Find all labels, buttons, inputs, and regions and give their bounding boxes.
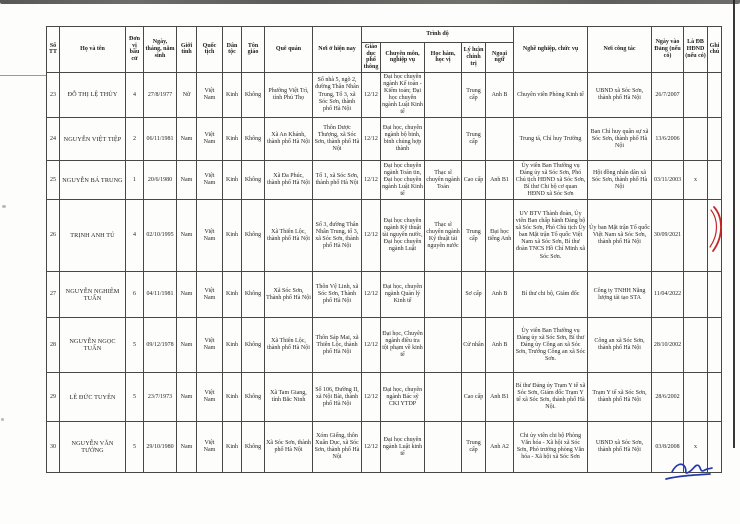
cell-chuyen-mon: Đại học chuyên ngành Luật kinh tế bbox=[381, 422, 425, 473]
cell-don-vi: 4 bbox=[126, 200, 144, 272]
cell-ton-giao: Không bbox=[242, 272, 265, 318]
cell-ngay-sinh: 09/12/1978 bbox=[144, 318, 177, 373]
cell-stt: 28 bbox=[47, 318, 60, 373]
header-cell-gdpt: Giáo dục phổ thông bbox=[362, 43, 381, 73]
cell-ly-luan: Sơ cấp bbox=[462, 272, 486, 318]
cell-gdpt: 12/12 bbox=[362, 318, 381, 373]
cell-gdpt: 12/12 bbox=[362, 373, 381, 422]
header-cell-ngoai-ngu: Ngoại ngữ bbox=[486, 43, 514, 73]
cell-ho-ten: NGUYỄN VIỆT TIỆP bbox=[60, 118, 126, 161]
cell-la-db bbox=[684, 318, 708, 373]
table-row bbox=[47, 200, 722, 272]
table-row bbox=[47, 161, 722, 200]
cell-ngoai-ngu bbox=[486, 118, 514, 161]
cell-nghe-nghiep: Chuyên viên Phòng Kinh tế bbox=[514, 72, 588, 117]
header-cell-nghe-nghiep: Nghề nghiệp, chức vụ bbox=[514, 27, 588, 73]
cell-ho-ten: NGUYỄN NGỌC TUẤN bbox=[60, 318, 126, 373]
cell-gdpt: 12/12 bbox=[362, 272, 381, 318]
cell-que-quan: Xã Sóc Sơn, Thành phố Hà Nội bbox=[265, 272, 313, 318]
cell-noi-cong-tac: Ủy ban Mặt trận Tổ quốc Việt Nam xã Sóc Sơn, thành phố Hà Nội bbox=[588, 200, 652, 272]
cell-ton-giao: Không bbox=[242, 318, 265, 373]
cell-noi-cong-tac: Công ty TNHH Năng lượng tái tạo STA bbox=[588, 272, 652, 318]
cell-nghe-nghiep: Bí thư Đảng ủy Trạm Y tế xã Sóc Sơn, Giám đốc Trạm Y tế xã Sóc Sơn, thành phố Hà Nội. bbox=[514, 373, 588, 422]
cell-que-quan: Xã Thiên Lộc, thành phố Hà Nội bbox=[265, 200, 313, 272]
cell-nghe-nghiep: Chi ủy viên chi bộ Phòng Văn hóa - Xã hội xã Sóc Sơn, Phó trưởng phòng Văn hóa - Xã hội xã Sóc Sơn bbox=[514, 422, 588, 473]
cell-gioi-tinh: Nam bbox=[177, 272, 197, 318]
cell-hoc-ham bbox=[425, 118, 462, 161]
header-cell-la-db: Là ĐB HĐND (nếu có) bbox=[684, 27, 708, 73]
cell-ngay-vao-dang: 03/11/2003 bbox=[652, 161, 684, 200]
cell-ton-giao: Không bbox=[242, 118, 265, 161]
cell-ngay-vao-dang: 30/09/2021 bbox=[652, 200, 684, 272]
handwritten-initials bbox=[658, 458, 716, 490]
cell-ngay-sinh: 04/11/1981 bbox=[144, 272, 177, 318]
header-cell-que-quan: Quê quán bbox=[265, 27, 313, 73]
cell-chuyen-mon: Đại học, chuyên ngành bộ binh, binh chủng hợp thành bbox=[381, 118, 425, 161]
cell-gdpt: 12/12 bbox=[362, 118, 381, 161]
scan-edge-right bbox=[733, 0, 735, 448]
cell-ghi-chu bbox=[708, 72, 722, 117]
cell-gioi-tinh: Nam bbox=[177, 161, 197, 200]
table-row bbox=[47, 373, 722, 422]
cell-noi-o: Thôn Dược Thượng, xã Sóc Sơn, thành phố Hà Nội bbox=[313, 118, 362, 161]
cell-gdpt: 12/12 bbox=[362, 200, 381, 272]
cell-la-db: x bbox=[684, 161, 708, 200]
cell-ton-giao: Không bbox=[242, 72, 265, 117]
cell-dan-toc: Kinh bbox=[223, 318, 242, 373]
cell-ngoai-ngu: Đại học tiếng Anh bbox=[486, 200, 514, 272]
cell-noi-o: Số 3, đường Thân Nhân Trung, tổ 3, xã Sóc Sơn, thành phố Hà Nội bbox=[313, 200, 362, 272]
cell-que-quan: Phường Việt Trì, tỉnh Phú Thọ bbox=[265, 72, 313, 117]
cell-chuyen-mon: Đại học, chuyên ngành Bác sỹ CKI YTDP bbox=[381, 373, 425, 422]
cell-que-quan: Xã Sóc Sơn, thành phố Hà Nội bbox=[265, 422, 313, 473]
cell-noi-o: Thôn Sáp Mai, xã Thiên Lộc, thành phố Hà Nội bbox=[313, 318, 362, 373]
cell-ngay-vao-dang: 11/04/2022 bbox=[652, 272, 684, 318]
cell-ghi-chu bbox=[708, 161, 722, 200]
cell-chuyen-mon: Đại học chuyên ngành Kế toán - Kiểm toán; Đại học chuyên ngành Luật Kinh tế bbox=[381, 72, 425, 117]
header-cell-noi-cong-tac: Nơi công tác bbox=[588, 27, 652, 73]
header-cell-ngay-vao-dang: Ngày vào Đảng (nếu có) bbox=[652, 27, 684, 73]
cell-ho-ten: NGUYỄN BÁ TRUNG bbox=[60, 161, 126, 200]
header-cell-dan-toc: Dân tộc bbox=[223, 27, 242, 73]
cell-noi-cong-tac: Hội đồng nhân dân xã Sóc Sơn, thành phố Hà Nội bbox=[588, 161, 652, 200]
header-cell-ho-ten: Họ và tên bbox=[60, 27, 126, 73]
cell-nghe-nghiep: Bí thư chi bộ, Giám đốc bbox=[514, 272, 588, 318]
cell-ngoai-ngu: Anh A2 bbox=[486, 422, 514, 473]
cell-hoc-ham bbox=[425, 422, 462, 473]
cell-la-db bbox=[684, 200, 708, 272]
cell-gioi-tinh: Nam bbox=[177, 200, 197, 272]
table-row bbox=[47, 72, 722, 117]
cell-ly-luan: Trung cấp bbox=[462, 118, 486, 161]
cell-ly-luan: Trung cấp bbox=[462, 422, 486, 473]
cell-noi-o: Xóm Giếng, thôn Xuân Dục, xã Sóc Sơn, thành phố Hà Nội bbox=[313, 422, 362, 473]
cell-don-vi: 6 bbox=[126, 272, 144, 318]
cell-hoc-ham: Thạc sĩ chuyên ngành Kỹ thuật tài nguyên nước bbox=[425, 200, 462, 272]
cell-ly-luan: Cao cấp bbox=[462, 373, 486, 422]
cell-la-db bbox=[684, 373, 708, 422]
table-row bbox=[47, 272, 722, 318]
cell-stt: 27 bbox=[47, 272, 60, 318]
cell-quoc-tich: Việt Nam bbox=[197, 318, 223, 373]
cell-ngay-sinh: 02/10/1995 bbox=[144, 200, 177, 272]
cell-la-db bbox=[684, 272, 708, 318]
cell-ly-luan: Cao cấp bbox=[462, 161, 486, 200]
cell-ghi-chu bbox=[708, 373, 722, 422]
cell-noi-o: Số 106, Đường II, xã Nội Bài, thành phố Hà Nội bbox=[313, 373, 362, 422]
cell-quoc-tich: Việt Nam bbox=[197, 118, 223, 161]
cell-quoc-tich: Việt Nam bbox=[197, 373, 223, 422]
cell-ngay-sinh: 29/10/1980 bbox=[144, 422, 177, 473]
cell-la-db bbox=[684, 72, 708, 117]
cell-ton-giao: Không bbox=[242, 200, 265, 272]
cell-hoc-ham bbox=[425, 72, 462, 117]
cell-quoc-tich: Việt Nam bbox=[197, 200, 223, 272]
cell-ly-luan: Trung cấp bbox=[462, 200, 486, 272]
cell-don-vi: 5 bbox=[126, 373, 144, 422]
cell-ho-ten: NGUYỄN NGHIÊM TUẤN bbox=[60, 272, 126, 318]
cell-ngoai-ngu: Anh B bbox=[486, 72, 514, 117]
cell-ly-luan: Trung cấp bbox=[462, 72, 486, 117]
cell-ngay-vao-dang: 26/7/2007 bbox=[652, 72, 684, 117]
cell-noi-cong-tac: Ban Chỉ huy quân sự xã Sóc Sơn, thành phố Hà Nội bbox=[588, 118, 652, 161]
cell-la-db bbox=[684, 118, 708, 161]
cell-ngoai-ngu: Anh B bbox=[486, 318, 514, 373]
scan-speck bbox=[2, 205, 6, 208]
personnel-table bbox=[46, 26, 722, 473]
cell-hoc-ham bbox=[425, 373, 462, 422]
header-cell-ngay-sinh: Ngày, tháng, năm sinh bbox=[144, 27, 177, 73]
cell-dan-toc: Kinh bbox=[223, 422, 242, 473]
cell-dan-toc: Kinh bbox=[223, 373, 242, 422]
header-cell-ly-luan: Lý luận chính trị bbox=[462, 43, 486, 73]
cell-ho-ten: ĐỖ THỊ LỆ THỦY bbox=[60, 72, 126, 117]
cell-nghe-nghiep: Trung tá, Chỉ huy Trưởng bbox=[514, 118, 588, 161]
cell-ton-giao: Không bbox=[242, 422, 265, 473]
cell-hoc-ham bbox=[425, 318, 462, 373]
cell-quoc-tich: Việt Nam bbox=[197, 422, 223, 473]
cell-gioi-tinh: Nam bbox=[177, 373, 197, 422]
cell-noi-cong-tac: Công an xã Sóc Sơn, thành phố Hà Nội bbox=[588, 318, 652, 373]
cell-noi-o: Thôn Vệ Linh, xã Sóc Sơn, Thành phố Hà Nội bbox=[313, 272, 362, 318]
table-row bbox=[47, 318, 722, 373]
cell-ton-giao: Không bbox=[242, 161, 265, 200]
cell-chuyen-mon: Đại học chuyên ngành Kỹ thuật tài nguyên nước, Đại học chuyên ngành Luật bbox=[381, 200, 425, 272]
cell-que-quan: Xã Tam Giang, tỉnh Bắc Ninh bbox=[265, 373, 313, 422]
header-cell-chuyen-mon: Chuyên môn, nghiệp vụ bbox=[381, 43, 425, 73]
cell-dan-toc: Kinh bbox=[223, 272, 242, 318]
cell-stt: 29 bbox=[47, 373, 60, 422]
cell-ton-giao: Không bbox=[242, 373, 265, 422]
cell-ngay-vao-dang: 13/6/2006 bbox=[652, 118, 684, 161]
cell-chuyen-mon: Đại học, chuyên ngành Quản lý Kinh tế bbox=[381, 272, 425, 318]
cell-ho-ten: TRỊNH ANH TÚ bbox=[60, 200, 126, 272]
header-cell-ghi-chu: Ghi chú bbox=[708, 27, 722, 73]
cell-gdpt: 12/12 bbox=[362, 422, 381, 473]
cell-gdpt: 12/12 bbox=[362, 161, 381, 200]
cell-gioi-tinh: Nam bbox=[177, 318, 197, 373]
cell-stt: 25 bbox=[47, 161, 60, 200]
cell-hoc-ham bbox=[425, 272, 462, 318]
cell-stt: 30 bbox=[47, 422, 60, 473]
cell-quoc-tich: Việt Nam bbox=[197, 161, 223, 200]
header-cell-don-vi: Đơn vị bầu cử bbox=[126, 27, 144, 73]
scan-edge-top bbox=[0, 0, 740, 4]
cell-noi-cong-tac: UBND xã Sóc Sơn, thành phố Hà Nội bbox=[588, 422, 652, 473]
cell-gioi-tinh: Nữ bbox=[177, 72, 197, 117]
cell-quoc-tich: Việt Nam bbox=[197, 72, 223, 117]
cell-nghe-nghiep: Ủy viên Ban Thường vụ Đảng ủy xã Sóc Sơn, Phó Chủ tịch HĐND xã Sóc Sơn, Bí thư Chi bộ cơ quan HĐND xã Sóc Sơn bbox=[514, 161, 588, 200]
cell-noi-o: Tổ 1, xã Sóc Sơn, thành phố Hà Nội bbox=[313, 161, 362, 200]
cell-dan-toc: Kinh bbox=[223, 200, 242, 272]
scan-speck bbox=[1, 418, 4, 421]
cell-ngoai-ngu: Anh B1 bbox=[486, 373, 514, 422]
cell-ngay-sinh: 06/11/1981 bbox=[144, 118, 177, 161]
cell-que-quan: Xã Đa Phúc, thành phố Hà Nội bbox=[265, 161, 313, 200]
cell-ngoai-ngu: Anh B bbox=[486, 272, 514, 318]
cell-ngay-sinh: 27/8/1977 bbox=[144, 72, 177, 117]
cell-ngay-sinh: 20/6/1980 bbox=[144, 161, 177, 200]
cell-stt: 23 bbox=[47, 72, 60, 117]
cell-ngay-vao-dang: 03/8/2008 bbox=[652, 422, 684, 473]
cell-stt: 26 bbox=[47, 200, 60, 272]
table-row bbox=[47, 118, 722, 161]
cell-don-vi: 5 bbox=[126, 318, 144, 373]
cell-quoc-tich: Việt Nam bbox=[197, 272, 223, 318]
cell-hoc-ham: Thạc sĩ chuyên ngành Toán bbox=[425, 161, 462, 200]
header-group-trinh-do: Trình độ bbox=[362, 27, 514, 43]
cell-que-quan: Xã An Khánh, thành phố Hà Nội bbox=[265, 118, 313, 161]
cell-stt: 24 bbox=[47, 118, 60, 161]
header-cell-ton-giao: Tôn giáo bbox=[242, 27, 265, 73]
cell-dan-toc: Kinh bbox=[223, 118, 242, 161]
table-row bbox=[47, 422, 722, 473]
cell-don-vi: 4 bbox=[126, 72, 144, 117]
cell-la-db: x bbox=[684, 422, 708, 473]
cell-don-vi: 5 bbox=[126, 422, 144, 473]
cell-ghi-chu bbox=[708, 118, 722, 161]
cell-nghe-nghiep: Ủy viên Ban Thường vụ Đảng ủy xã Sóc Sơn, Bí thư Đảng ủy Công an xã Sóc Sơn, Trưởng Công an xã Sóc Sơn. bbox=[514, 318, 588, 373]
cell-gioi-tinh: Nam bbox=[177, 118, 197, 161]
red-pen-mark bbox=[706, 204, 728, 254]
cell-ngoai-ngu: Anh B1 bbox=[486, 161, 514, 200]
cell-dan-toc: Kinh bbox=[223, 161, 242, 200]
cell-dan-toc: Kinh bbox=[223, 72, 242, 117]
header-cell-gioi-tinh: Giới tính bbox=[177, 27, 197, 73]
cell-don-vi: 1 bbox=[126, 161, 144, 200]
cell-ho-ten: NGUYỄN VĂN TƯỞNG bbox=[60, 422, 126, 473]
cell-ghi-chu bbox=[708, 318, 722, 373]
header-cell-quoc-tich: Quốc tịch bbox=[197, 27, 223, 73]
cell-ngay-vao-dang: 28/10/2002 bbox=[652, 318, 684, 373]
cell-noi-o: Số nhà 5, ngõ 2, đường Thân Nhân Trung, Tổ 3, xã Sóc Sơn, thành phố Hà Nội bbox=[313, 72, 362, 117]
cell-chuyen-mon: Đại học, Chuyên ngành điều tra tội phạm về kinh tế bbox=[381, 318, 425, 373]
cell-noi-cong-tac: Trạm Y tế xã Sóc Sơn, thành phố Hà Nội bbox=[588, 373, 652, 422]
cell-nghe-nghiep: UV BTV Thành đoàn, Ủy viên Ban chấp hành Đảng bộ xã Sóc Sơn, Phó Chủ tịch Ủy ban Mặt trận Tổ quốc Việt Nam xã Sóc Sơn, Bí thư đoàn TNCS Hồ Chí Minh xã Sóc Sơn. bbox=[514, 200, 588, 272]
cell-ngay-sinh: 23/7/1973 bbox=[144, 373, 177, 422]
cell-ngay-vao-dang: 28/6/2002 bbox=[652, 373, 684, 422]
cell-ly-luan: Cử nhân bbox=[462, 318, 486, 373]
header-cell-stt: Số TT bbox=[47, 27, 60, 73]
cell-gdpt: 12/12 bbox=[362, 72, 381, 117]
cell-ho-ten: LÊ ĐỨC TUYÊN bbox=[60, 373, 126, 422]
cell-que-quan: Xã Thiên Lộc, thành phố Hà Nội bbox=[265, 318, 313, 373]
cell-gioi-tinh: Nam bbox=[177, 422, 197, 473]
cell-ghi-chu bbox=[708, 272, 722, 318]
cell-noi-cong-tac: UBND xã Sóc Sơn, thành phố Hà Nội bbox=[588, 72, 652, 117]
cell-chuyen-mon: Đại học chuyên ngành Toán tin, Đại học chuyên ngành Luật Kinh tế bbox=[381, 161, 425, 200]
cell-don-vi: 2 bbox=[126, 118, 144, 161]
header-cell-noi-o: Nơi ở hiện nay bbox=[313, 27, 362, 73]
header-cell-hoc-ham: Học hàm, học vị bbox=[425, 43, 462, 73]
scan-artifact-line bbox=[0, 75, 47, 76]
